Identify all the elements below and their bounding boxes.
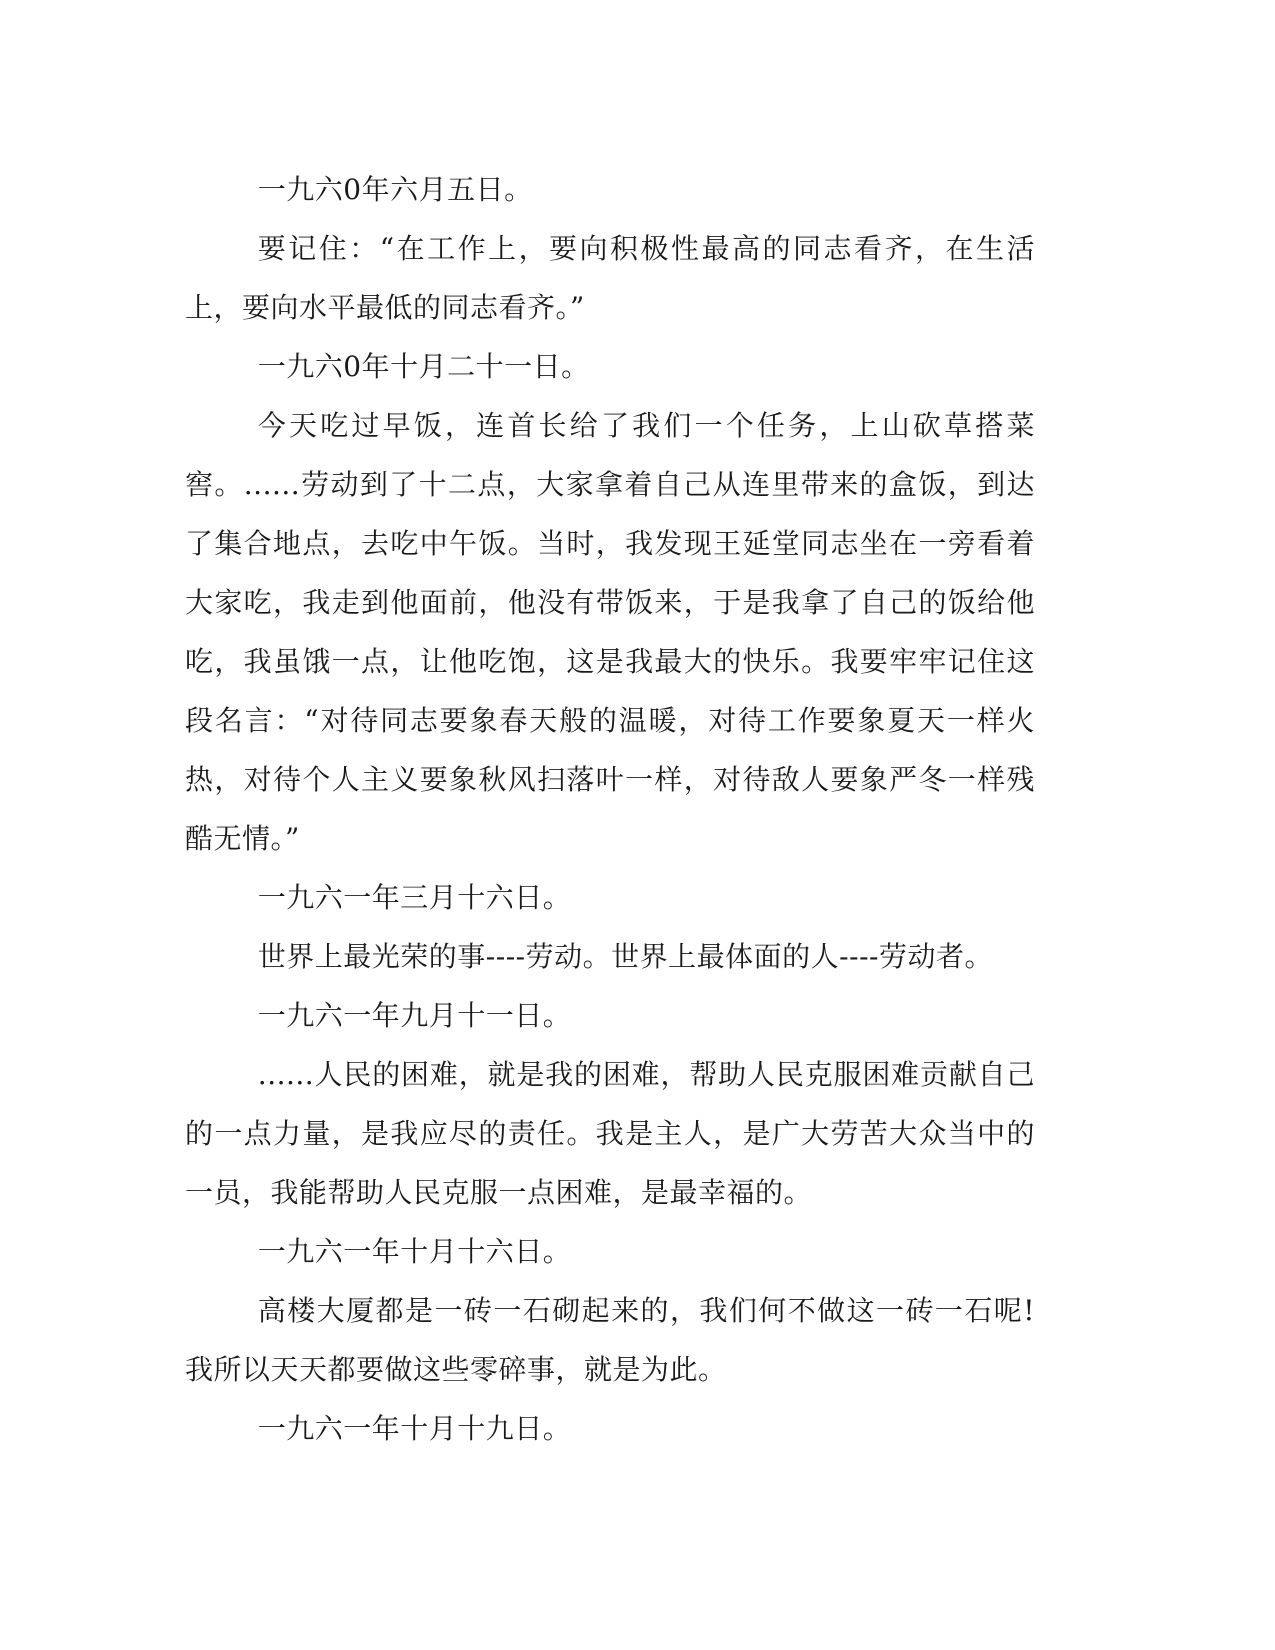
- diary-date-1961-03-16: 一九六一年三月十六日。: [257, 881, 572, 914]
- diary-date-1961-10-19: 一九六一年十月十九日。: [257, 1412, 572, 1445]
- diary-entry-paragraph: 今天吃过早饭，连首长给了我们一个任务，上山砍草搭菜窖。......劳动到了十二点，大家拿着自己从连里带来的盒饭，到达了集合地点，去吃中午饭。当时，我发现王延堂同志坐在一旁看着大家吃，我走到他面前，他没有带饭来，于是我拿了自己的饭给他吃，我虽饿一点，让他吃饱，这是我最大的快乐。我要牢牢记住这段名言：“对待同志要象春天般的温暖，对待工作要象夏天一样火热，对待个人主义要象秋风扫落叶一样，对待敌人要象严冬一样残酷无情。”: [185, 409, 1035, 855]
- document-body: [185, 160, 1035, 1458]
- diary-entry-paragraph: ......人民的困难，就是我的困难，帮助人民克服困难贡献自己的一点力量，是我应尽的责任。我是主人，是广大劳苦大众当中的一员，我能帮助人民克服一点困难，是最幸福的。: [185, 1058, 1035, 1209]
- diary-entry-paragraph: 要记住：“在工作上，要向积极性最高的同志看齐，在生活上，要向水平最低的同志看齐。”: [185, 232, 1035, 324]
- diary-date-1961-10-16: 一九六一年十月十六日。: [257, 1235, 572, 1268]
- diary-date-1960-06-05: 一九六0年六月五日。: [257, 173, 533, 206]
- diary-entry-paragraph: 世界上最光荣的事----劳动。世界上最体面的人----劳动者。: [257, 940, 993, 973]
- diary-date-1960-10-21: 一九六0年十月二十一日。: [257, 350, 590, 383]
- diary-date-1961-09-11: 一九六一年九月十一日。: [257, 999, 572, 1032]
- diary-entry-paragraph: 高楼大厦都是一砖一石砌起来的，我们何不做这一砖一石呢!我所以天天都要做这些零碎事，就是为此。: [185, 1294, 1035, 1386]
